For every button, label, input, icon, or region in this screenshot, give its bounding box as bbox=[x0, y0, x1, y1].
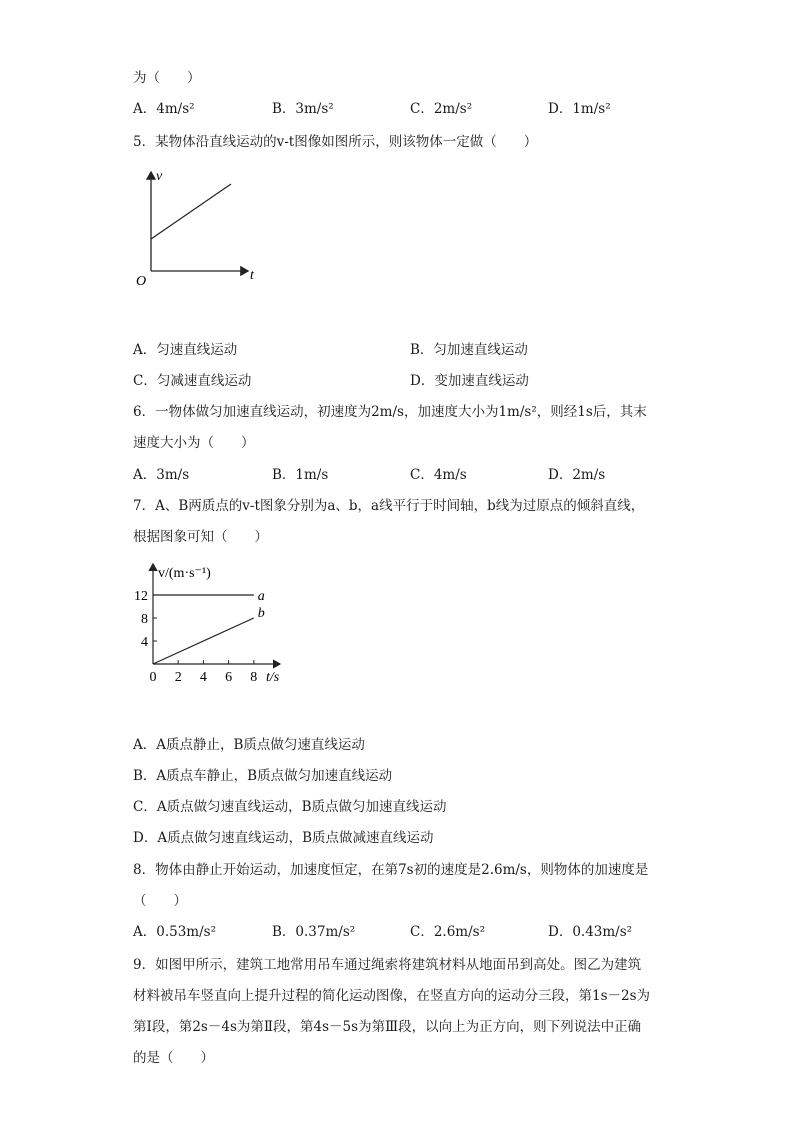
q4-option-b[interactable]: B．3m/s² bbox=[272, 101, 334, 117]
q7-y-tick-label: 12 bbox=[134, 589, 148, 604]
q8-option-d[interactable]: D．0.43m/s² bbox=[548, 924, 633, 940]
q7-y-tick-label: 4 bbox=[141, 635, 148, 650]
q5-option-c[interactable]: C．匀减速直线运动 bbox=[133, 373, 252, 389]
q9-stem-line4: 的是（ ） bbox=[133, 1050, 214, 1066]
q7-series-label-a: a bbox=[257, 589, 265, 604]
q9-stem-line1: 9．如图甲所示，建筑工地常用吊车通过绳索将建筑材料从地面吊到高处。图乙为建筑 bbox=[133, 957, 642, 973]
q5-velocity-line bbox=[151, 184, 231, 239]
q5-y-label: v bbox=[156, 169, 163, 184]
q5-vt-graph bbox=[133, 168, 263, 288]
q5-option-a[interactable]: A．匀速直线运动 bbox=[133, 342, 238, 358]
q4-stem-tail: 为（ ） bbox=[133, 70, 201, 86]
q5-x-label: t bbox=[250, 268, 254, 283]
q6-option-c[interactable]: C．4m/s bbox=[410, 467, 467, 483]
q7-x-tick-label: 2 bbox=[174, 670, 182, 685]
q5-origin-label: O bbox=[136, 274, 147, 289]
q5-option-d[interactable]: D．变加速直线运动 bbox=[410, 373, 529, 389]
q7-option-d[interactable]: D．A质点做匀速直线运动，B质点做减速直线运动 bbox=[133, 830, 434, 846]
q5-option-b[interactable]: B．匀加速直线运动 bbox=[410, 342, 528, 358]
q7-y-tick-label: 8 bbox=[141, 612, 148, 627]
q8-option-c[interactable]: C．2.6m/s² bbox=[410, 924, 485, 940]
q7-option-b[interactable]: B．A质点车静止，B质点做匀加速直线运动 bbox=[133, 768, 393, 784]
q4-option-a[interactable]: A．4m/s² bbox=[133, 101, 195, 117]
q5-stem: 5．某物体沿直线运动的v-t图像如图所示，则该物体一定做（ ） bbox=[133, 134, 538, 150]
q9-stem-line3: 第Ⅰ段，第2s－4s为第Ⅱ段，第4s－5s为第Ⅲ段，以向上为正方向，则下列说法中正确 bbox=[133, 1019, 642, 1035]
q7-x-tick-label: 4 bbox=[199, 670, 207, 685]
q6-stem-line1: 6．一物体做匀加速直线运动，初速度为2m/s，加速度大小为1m/s²，则经1s后，其末 bbox=[133, 404, 647, 420]
q8-option-b[interactable]: B．0.37m/s² bbox=[272, 924, 356, 940]
q4-option-d[interactable]: D．1m/s² bbox=[548, 101, 611, 117]
q6-stem-line2: 速度大小为（ ） bbox=[133, 435, 255, 451]
q9-stem-line2: 材料被吊车竖直向上提升过程的简化运动图像，在竖直方向的运动分三段，第1s－2s为 bbox=[133, 988, 651, 1004]
q8-option-a[interactable]: A．0.53m/s² bbox=[133, 924, 216, 940]
q8-stem-line2: （ ） bbox=[133, 893, 187, 909]
q7-series-line-b bbox=[153, 618, 254, 664]
q8-stem-line1: 8．物体由静止开始运动，加速度恒定，在第7s初的速度是2.6m/s，则物体的加速度是 bbox=[133, 862, 649, 878]
q7-x-label: t/s bbox=[266, 670, 280, 685]
q7-option-a[interactable]: A．A质点静止，B质点做匀速直线运动 bbox=[133, 737, 365, 753]
q7-y-label: v/(m·s⁻¹) bbox=[158, 566, 211, 581]
q7-stem-line2: 根据图象可知（ ） bbox=[133, 529, 268, 545]
q7-x-tick-label: 6 bbox=[225, 670, 233, 685]
q7-option-c[interactable]: C．A质点做匀速直线运动，B质点做匀加速直线运动 bbox=[133, 799, 447, 815]
q6-option-d[interactable]: D．2m/s bbox=[548, 467, 606, 483]
q7-stem-line1: 7．A、B两质点的v-t图象分别为a、b，a线平行于时间轴，b线为过原点的倾斜直线， bbox=[133, 498, 645, 514]
q6-option-a[interactable]: A．3m/s bbox=[133, 467, 190, 483]
q7-x-tick-label: 8 bbox=[250, 670, 258, 685]
q6-option-b[interactable]: B．1m/s bbox=[272, 467, 329, 483]
q7-vt-graph bbox=[130, 560, 300, 690]
q7-x-tick-label: 0 bbox=[149, 670, 157, 685]
q4-option-c[interactable]: C．2m/s² bbox=[410, 101, 473, 117]
q7-series-label-b: b bbox=[257, 606, 265, 621]
